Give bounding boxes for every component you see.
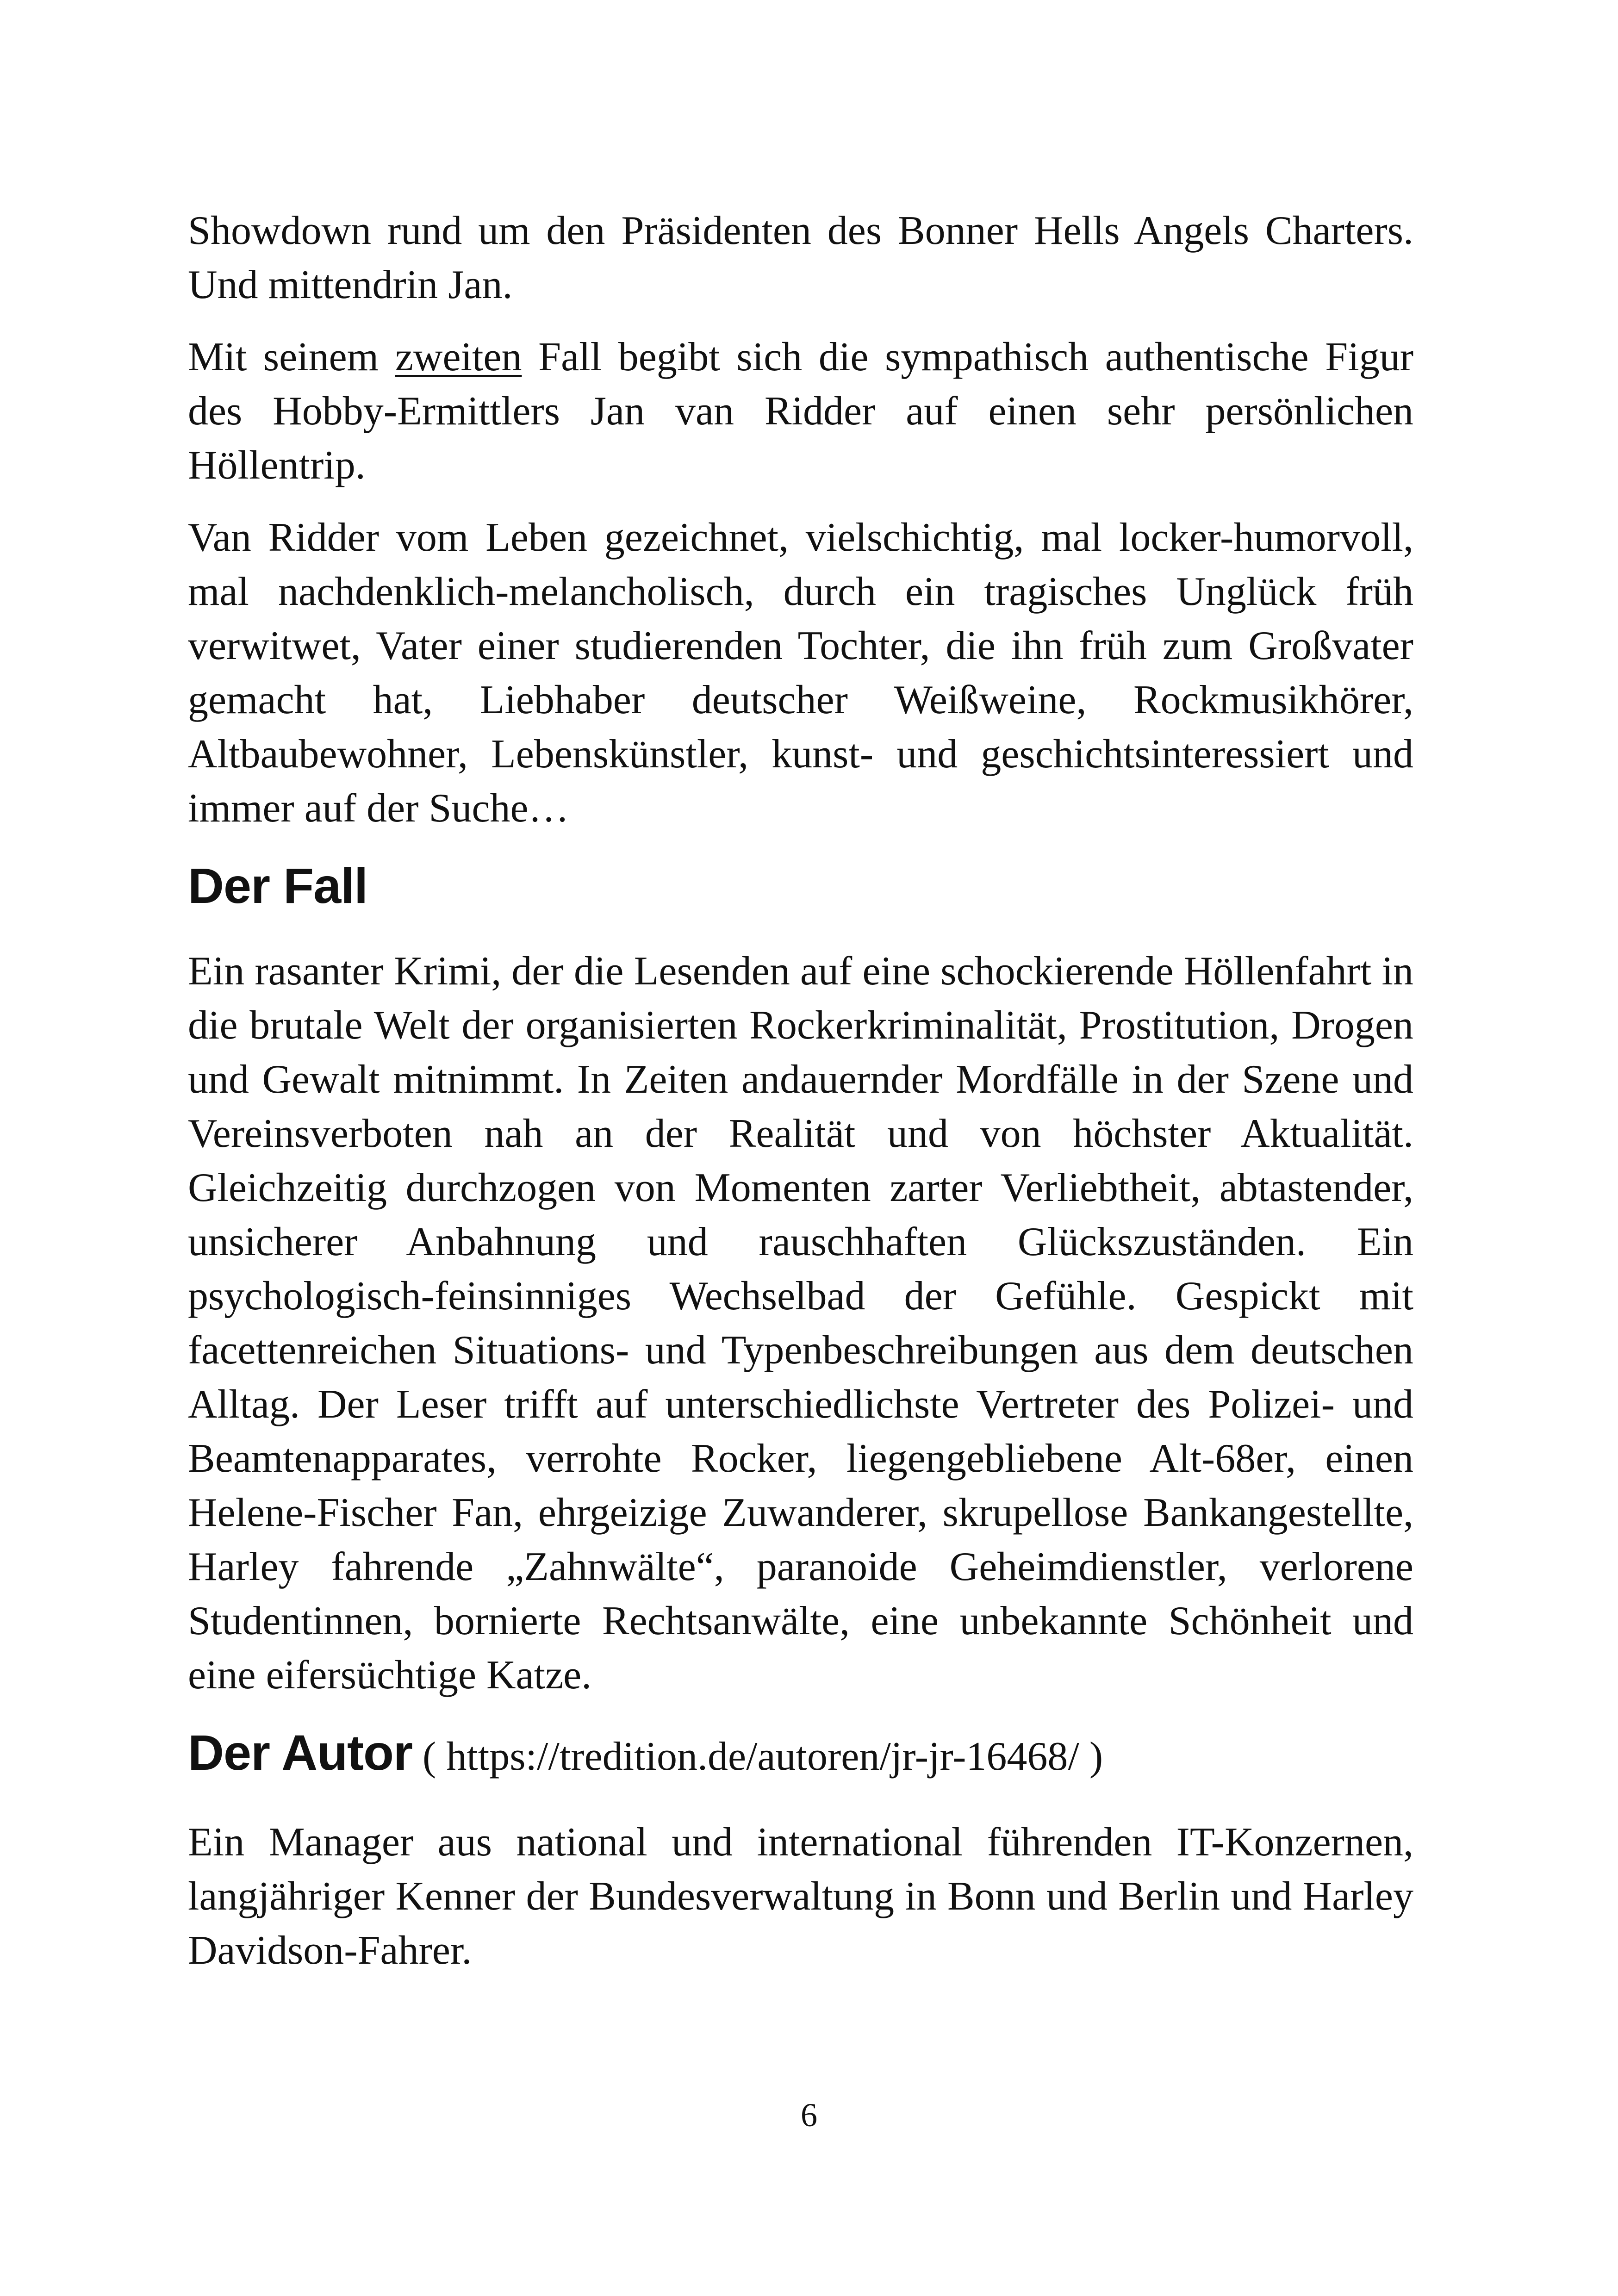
paragraph-zweiter-fall-before: Mit seinem bbox=[188, 335, 395, 380]
heading-der-autor bbox=[188, 1720, 1413, 1789]
underlined-word-zweiten: zweiten bbox=[395, 335, 522, 380]
author-url-link[interactable]: ( https://tredition.de/autoren/jr-jr-16468/ ) bbox=[412, 1734, 1103, 1779]
paragraph-van-ridder: Van Ridder vom Leben gezeichnet, vielschichtig, mal locker-humorvoll, mal nachdenklich-melancholisch, durch ein tragisches Unglück früh verwitwet, Vater einer studierenden Tochter, die ihn früh zum Großvater gemacht hat, Liebhaber deutscher Weißweine, Rockmusikhörer, Altbaubewohner, Lebenskünstler, kunst- und geschichtsinteressiert und immer auf der Suche… bbox=[188, 515, 1413, 831]
paragraph-der-fall: Ein rasanter Krimi, der die Lesenden auf eine schockierende Höllenfahrt in die brutale Welt der organisierten Rockerkriminalität, Prostitution, Drogen und Gewalt mitnimmt. In Zeiten andauernder Mordfälle in der Szene und Vereinsverboten nah an der Realität und von höchster Aktualität. Gleichzeitig durchzogen von Momenten zarter Verliebtheit, abtastender, unsicherer Anbahnung und rauschhaften Glückszuständen. Ein psychologisch-feinsinniges Wechselbad der Gefühle. Gespickt mit facettenreichen Situations- und Typenbeschreibungen aus dem deutschen Alltag. Der Leser trifft auf unterschiedlichste Vertreter des Polizei- und Beamtenapparates, verrohte Rocker, liegengebliebene Alt-68er, einen Helene-Fischer Fan, ehrgeizige Zuwanderer, skrupellose Bankangestellte, Harley fahrende „Zahnwälte“, paranoide Geheimdienstler, verlorene Studentinnen, bornierte Rechtsanwälte, eine unbekannte Schönheit und eine eifersüchtige Katze. bbox=[188, 949, 1413, 1698]
paragraph-zweiter-fall bbox=[188, 330, 1413, 492]
paragraph-der-autor: Ein Manager aus national und international führenden IT-Konzernen, langjähriger Kenner der Bundesverwaltung in Bonn und Berlin und Harley Davidson-Fahrer. bbox=[188, 1820, 1413, 1973]
heading-der-fall: Der Fall bbox=[188, 858, 368, 914]
heading-der-autor-title: Der Autor bbox=[188, 1724, 413, 1780]
paragraph-showdown: Showdown rund um den Präsidenten des Bonner Hells Angels Charters. Und mittendrin Jan. bbox=[188, 208, 1413, 307]
paragraph-zweiter-fall-after: Fall begibt sich die sympathisch authentische Figur des Hobby-Ermittlers Jan van Ridder auf einen sehr persönlichen Höllentrip. bbox=[188, 335, 1413, 488]
page-body bbox=[188, 204, 1413, 1996]
page-number: 6 bbox=[801, 2097, 817, 2134]
